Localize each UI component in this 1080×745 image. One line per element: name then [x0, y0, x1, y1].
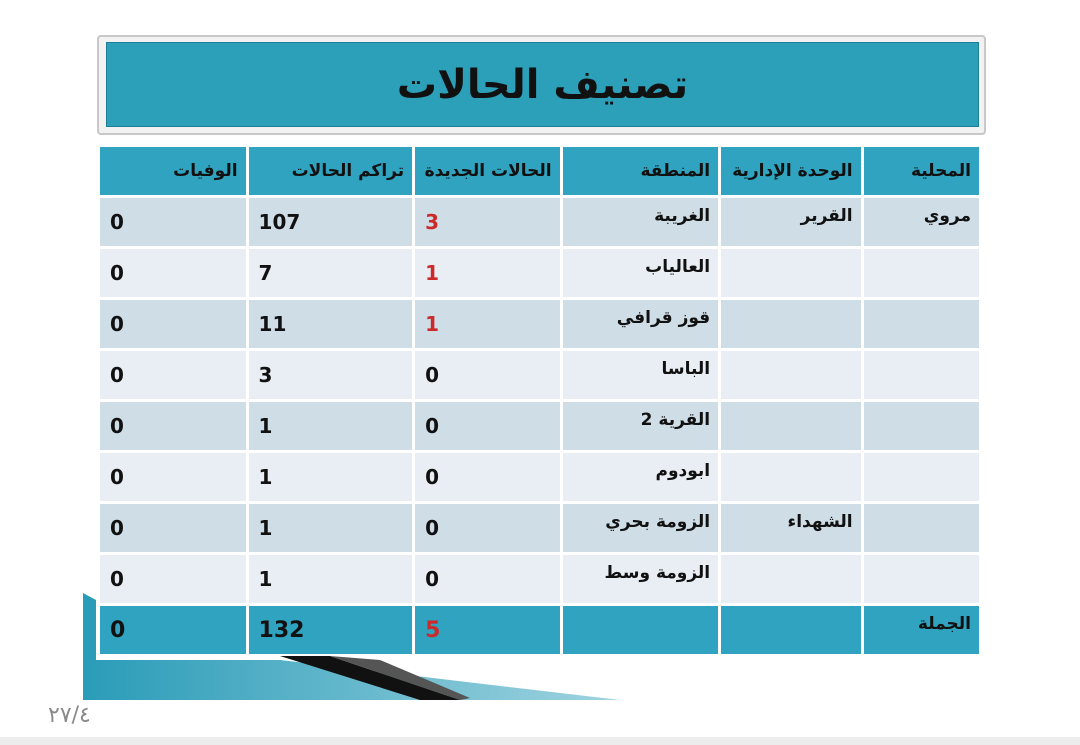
cases-table [97, 144, 982, 657]
cell-locality [864, 504, 979, 552]
page-number: ٢٧/٤ [48, 703, 91, 728]
cell-locality [864, 555, 979, 603]
cell-admin-unit: الشهداء [721, 504, 860, 552]
cell-area: قوز قرافي [563, 300, 719, 348]
cell-locality [864, 249, 979, 297]
cell-cumulative: 1 [249, 504, 413, 552]
title-bar [106, 42, 979, 127]
table-row [100, 300, 979, 348]
cell-cumulative: 3 [249, 351, 413, 399]
cell-new-cases: 0 [415, 402, 560, 450]
cell-locality [864, 402, 979, 450]
table-row [100, 555, 979, 603]
slide-title: تصنيف الحالات [396, 61, 689, 108]
cell-deaths: 0 [100, 555, 246, 603]
cell-area: القرية 2 [563, 402, 719, 450]
table-row [100, 198, 979, 246]
cell-new-cases: 1 [415, 249, 560, 297]
cell-deaths: 0 [100, 351, 246, 399]
table-total-row [100, 606, 979, 654]
header-area: المنطقة [563, 147, 719, 195]
header-admin-unit: الوحدة الإدارية [721, 147, 860, 195]
cell-area: الزومة بحري [563, 504, 719, 552]
cell-cumulative: 1 [249, 555, 413, 603]
total-empty-cell [721, 606, 860, 654]
cell-cumulative: 1 [249, 453, 413, 501]
total-deaths: 0 [100, 606, 246, 654]
cell-area: العالياب [563, 249, 719, 297]
cell-cumulative: 107 [249, 198, 413, 246]
table-row [100, 249, 979, 297]
cell-area: الباسا [563, 351, 719, 399]
table-row [100, 453, 979, 501]
cell-deaths: 0 [100, 453, 246, 501]
table-row [100, 351, 979, 399]
total-label: الجملة [864, 606, 979, 654]
header-new-cases: الحالات الجديدة [415, 147, 560, 195]
cell-deaths: 0 [100, 300, 246, 348]
total-cumulative: 132 [249, 606, 413, 654]
cell-cumulative: 7 [249, 249, 413, 297]
cell-locality: مروي [864, 198, 979, 246]
cell-cumulative: 1 [249, 402, 413, 450]
header-deaths: الوفيات [100, 147, 246, 195]
cell-admin-unit: القرير [721, 198, 860, 246]
cell-new-cases: 1 [415, 300, 560, 348]
cell-admin-unit [721, 555, 860, 603]
table-row [100, 402, 979, 450]
header-cumulative: تراكم الحالات [249, 147, 413, 195]
total-empty-cell [563, 606, 719, 654]
cell-area: الزومة وسط [563, 555, 719, 603]
cell-area: ابودوم [563, 453, 719, 501]
cell-deaths: 0 [100, 249, 246, 297]
cell-admin-unit [721, 249, 860, 297]
cell-new-cases: 3 [415, 198, 560, 246]
cell-new-cases: 0 [415, 453, 560, 501]
cell-admin-unit [721, 453, 860, 501]
total-new-cases: 5 [415, 606, 560, 654]
table-header-row [100, 147, 979, 195]
cell-area: الغريبة [563, 198, 719, 246]
cell-new-cases: 0 [415, 555, 560, 603]
cell-deaths: 0 [100, 402, 246, 450]
cell-admin-unit [721, 402, 860, 450]
cell-cumulative: 11 [249, 300, 413, 348]
cell-locality [864, 351, 979, 399]
cell-deaths: 0 [100, 198, 246, 246]
cell-admin-unit [721, 300, 860, 348]
cell-new-cases: 0 [415, 351, 560, 399]
cell-locality [864, 300, 979, 348]
cell-locality [864, 453, 979, 501]
cell-new-cases: 0 [415, 504, 560, 552]
bottom-edge [0, 737, 1080, 745]
header-locality: المحلية [864, 147, 979, 195]
table-row [100, 504, 979, 552]
cell-deaths: 0 [100, 504, 246, 552]
cell-admin-unit [721, 351, 860, 399]
